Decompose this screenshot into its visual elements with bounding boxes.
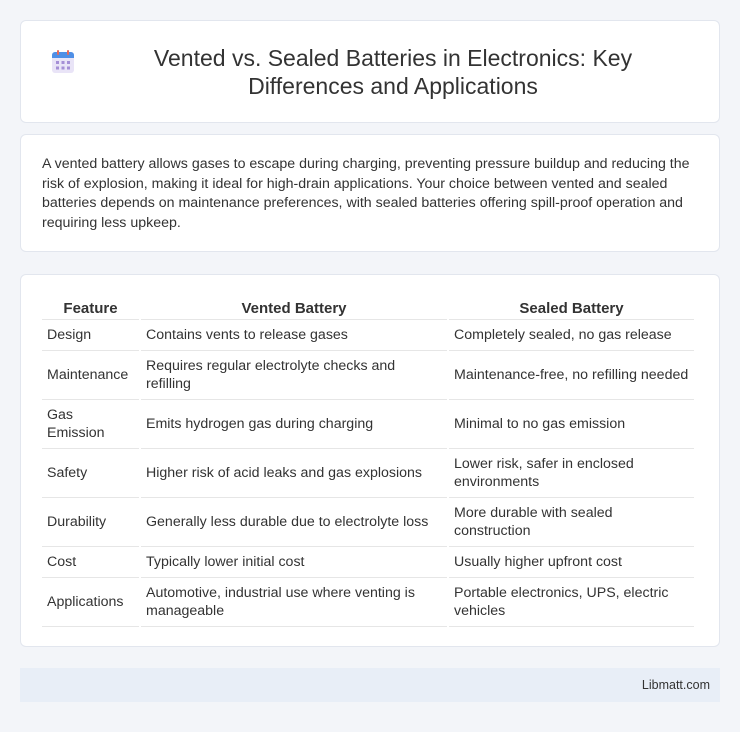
feature-cell: Durability <box>42 498 139 547</box>
page-title: Vented vs. Sealed Batteries in Electronics: Key Differences and Applications <box>153 44 633 99</box>
vented-cell: Automotive, industrial use where venting is manageable <box>141 578 447 627</box>
sealed-cell: Maintenance-free, no refilling needed <box>449 351 694 400</box>
vented-cell: Emits hydrogen gas during charging <box>141 400 447 449</box>
comparison-card <box>20 274 720 647</box>
comparison-table <box>40 295 696 627</box>
table-row <box>42 578 694 627</box>
vented-cell: Generally less durable due to electrolyte loss <box>141 498 447 547</box>
vented-cell: Contains vents to release gases <box>141 320 447 351</box>
table-row <box>42 320 694 351</box>
column-header-feature: Feature <box>42 295 139 320</box>
sealed-cell: More durable with sealed construction <box>449 498 694 547</box>
feature-cell: Cost <box>42 547 139 578</box>
table-row <box>42 498 694 547</box>
calendar-icon <box>50 49 76 75</box>
table-row <box>42 400 694 449</box>
sealed-cell: Portable electronics, UPS, electric vehicles <box>449 578 694 627</box>
feature-cell: Gas Emission <box>42 400 139 449</box>
footer-site-link[interactable]: Libmatt.com <box>641 678 710 692</box>
table-header-row <box>42 295 694 320</box>
table-row <box>42 351 694 400</box>
intro-card <box>20 134 720 252</box>
vented-cell: Higher risk of acid leaks and gas explosions <box>141 449 447 498</box>
title-card <box>20 20 720 123</box>
sealed-cell: Completely sealed, no gas release <box>449 320 694 351</box>
sealed-cell: Lower risk, safer in enclosed environments <box>449 449 694 498</box>
footer-bar <box>20 668 720 702</box>
feature-cell: Maintenance <box>42 351 139 400</box>
column-header-sealed: Sealed Battery <box>449 295 694 320</box>
table-row <box>42 547 694 578</box>
vented-cell: Requires regular electrolyte checks and refilling <box>141 351 447 400</box>
intro-paragraph: A vented battery allows gases to escape during charging, preventing pressure buildup and reducing the risk of explosion, making it ideal for high-drain applications. Your choice between vented and sealed batteries depends on maintenance preferences, with sealed batteries offering spill-proof operation and requiring less upkeep. <box>42 156 690 231</box>
feature-cell: Design <box>42 320 139 351</box>
sealed-cell: Minimal to no gas emission <box>449 400 694 449</box>
column-header-vented: Vented Battery <box>141 295 447 320</box>
vented-cell: Typically lower initial cost <box>141 547 447 578</box>
feature-cell: Applications <box>42 578 139 627</box>
table-row <box>42 449 694 498</box>
feature-cell: Safety <box>42 449 139 498</box>
sealed-cell: Usually higher upfront cost <box>449 547 694 578</box>
